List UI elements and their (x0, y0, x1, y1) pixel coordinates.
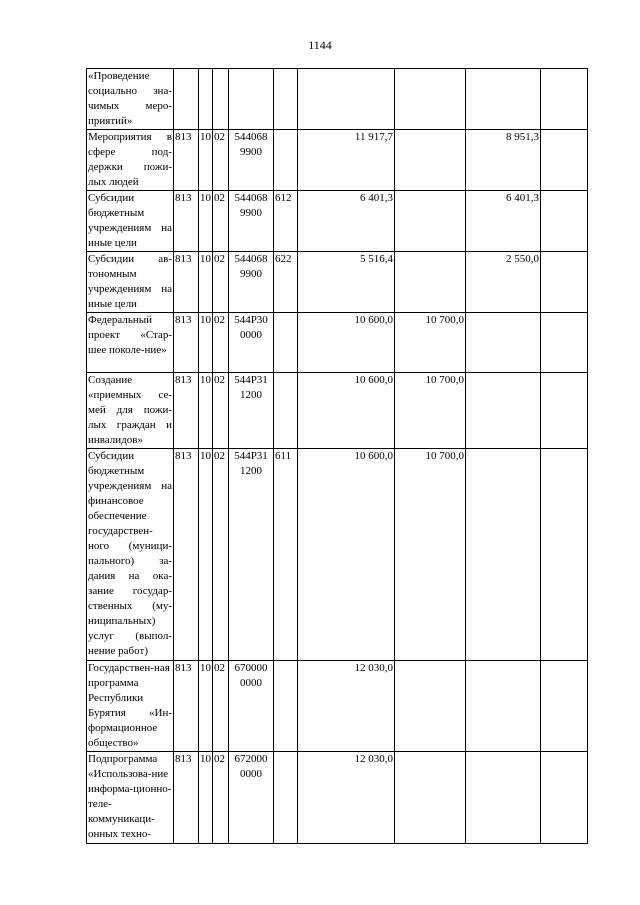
expense-type-cell (274, 130, 298, 191)
podrazdel-cell: 02 (213, 752, 229, 844)
budget-table (86, 68, 588, 844)
amount-col1-cell: 10 600,0 (298, 449, 395, 661)
target-article-part2: 9900 (240, 146, 262, 158)
amount-col1-cell: 12 030,0 (298, 661, 395, 752)
podrazdel-cell (213, 69, 229, 130)
amount-col2-cell (395, 752, 466, 844)
amount-col4-cell (541, 373, 588, 449)
table-row (87, 191, 588, 252)
podrazdel-cell: 02 (213, 191, 229, 252)
target-article-part1: 544P31 (234, 374, 268, 386)
table-row (87, 252, 588, 313)
amount-col4-cell (541, 69, 588, 130)
amount-col4-cell (541, 130, 588, 191)
row-name-cell: Государствен-ная программа Республики Бурятия «Ин-формационное общество» (87, 661, 174, 752)
expense-type-cell: 622 (274, 252, 298, 313)
razdel-cell: 10 (199, 252, 213, 313)
razdel-cell: 10 (199, 191, 213, 252)
table-row (87, 752, 588, 844)
amount-col1-cell (298, 69, 395, 130)
target-article-part2: 0000 (240, 677, 262, 689)
amount-col4-cell (541, 252, 588, 313)
razdel-cell: 10 (199, 752, 213, 844)
admin-code-cell: 813 (174, 373, 199, 449)
table-row (87, 661, 588, 752)
amount-col3-cell: 8 951,3 (466, 130, 541, 191)
row-name-cell: Мероприятия в сфере под-держки пожи-лых людей (87, 130, 174, 191)
target-article-cell (229, 191, 274, 252)
expense-type-cell: 612 (274, 191, 298, 252)
razdel-cell: 10 (199, 313, 213, 373)
expense-type-cell (274, 752, 298, 844)
row-name-cell: Субсидии бюджетным учреждениям на иные цели (87, 191, 174, 252)
target-article-part1: 670000 (234, 662, 268, 674)
razdel-cell: 10 (199, 373, 213, 449)
amount-col2-cell (395, 252, 466, 313)
razdel-cell: 10 (199, 130, 213, 191)
target-article-part1: 672000 (234, 753, 268, 765)
amount-col4-cell (541, 449, 588, 661)
row-name-cell: «Проведение социально зна-чимых меро-приятий» (87, 69, 174, 130)
target-article-cell (229, 373, 274, 449)
admin-code-cell (174, 69, 199, 130)
target-article-part2: 1200 (240, 465, 262, 477)
amount-col2-cell (395, 69, 466, 130)
razdel-cell (199, 69, 213, 130)
razdel-cell: 10 (199, 661, 213, 752)
podrazdel-cell: 02 (213, 449, 229, 661)
amount-col3-cell (466, 449, 541, 661)
row-name-cell: Субсидии бюджетным учреждениям на финансовое обеспечение государствен-ного (муници-пального) за-дания на ока-зание государ-ственных (му-ниципальных) услуг (выпол-нение работ) (87, 449, 174, 661)
admin-code-cell: 813 (174, 130, 199, 191)
target-article-part2: 9900 (240, 207, 262, 219)
admin-code-cell: 813 (174, 313, 199, 373)
expense-type-cell (274, 313, 298, 373)
podrazdel-cell: 02 (213, 313, 229, 373)
amount-col4-cell (541, 752, 588, 844)
target-article-part1: 544068 (234, 131, 268, 143)
table-row (87, 449, 588, 661)
amount-col2-cell: 10 700,0 (395, 373, 466, 449)
amount-col3-cell (466, 661, 541, 752)
amount-col3-cell: 2 550,0 (466, 252, 541, 313)
target-article-part1: 544P31 (234, 450, 268, 462)
amount-col1-cell: 12 030,0 (298, 752, 395, 844)
table-row (87, 130, 588, 191)
row-name-cell: Подпрограмма «Использова-ние информа-ционно-теле-коммуникаци-онных техно- (87, 752, 174, 844)
expense-type-cell (274, 373, 298, 449)
amount-col3-cell (466, 313, 541, 373)
target-article-cell (229, 252, 274, 313)
target-article-part1: 544068 (234, 192, 268, 204)
expense-type-cell: 611 (274, 449, 298, 661)
target-article-part2: 0000 (240, 329, 262, 341)
expense-type-cell (274, 69, 298, 130)
expense-type-cell (274, 661, 298, 752)
target-article-part2: 1200 (240, 389, 262, 401)
amount-col2-cell (395, 191, 466, 252)
amount-col1-cell: 10 600,0 (298, 373, 395, 449)
amount-col4-cell (541, 313, 588, 373)
target-article-cell (229, 69, 274, 130)
amount-col3-cell (466, 373, 541, 449)
amount-col4-cell (541, 191, 588, 252)
page-number: 1144 (308, 38, 332, 52)
podrazdel-cell: 02 (213, 130, 229, 191)
amount-col1-cell: 5 516,4 (298, 252, 395, 313)
row-name-cell: Федеральный проект «Стар-шее поколе-ние» (87, 313, 174, 373)
target-article-cell (229, 130, 274, 191)
target-article-cell (229, 313, 274, 373)
amount-col2-cell: 10 700,0 (395, 449, 466, 661)
target-article-cell (229, 661, 274, 752)
amount-col1-cell: 11 917,7 (298, 130, 395, 191)
target-article-part2: 9900 (240, 268, 262, 280)
table-body (87, 69, 588, 844)
target-article-cell (229, 449, 274, 661)
amount-col2-cell (395, 130, 466, 191)
podrazdel-cell: 02 (213, 373, 229, 449)
row-name-cell: Субсидии ав-тономным учреждениям на иные цели (87, 252, 174, 313)
target-article-cell (229, 752, 274, 844)
target-article-part1: 544068 (234, 253, 268, 265)
amount-col3-cell (466, 69, 541, 130)
target-article-part1: 544P30 (234, 314, 268, 326)
amount-col3-cell: 6 401,3 (466, 191, 541, 252)
admin-code-cell: 813 (174, 661, 199, 752)
table-row (87, 313, 588, 373)
amount-col1-cell: 10 600,0 (298, 313, 395, 373)
admin-code-cell: 813 (174, 449, 199, 661)
target-article-part2: 0000 (240, 768, 262, 780)
table-row (87, 69, 588, 130)
admin-code-cell: 813 (174, 191, 199, 252)
amount-col4-cell (541, 661, 588, 752)
amount-col2-cell: 10 700,0 (395, 313, 466, 373)
razdel-cell: 10 (199, 449, 213, 661)
amount-col2-cell (395, 661, 466, 752)
admin-code-cell: 813 (174, 252, 199, 313)
table-row (87, 373, 588, 449)
amount-col3-cell (466, 752, 541, 844)
podrazdel-cell: 02 (213, 252, 229, 313)
podrazdel-cell: 02 (213, 661, 229, 752)
amount-col1-cell: 6 401,3 (298, 191, 395, 252)
row-name-cell: Создание «приемных се-мей для пожи-лых граждан и инвалидов» (87, 373, 174, 449)
admin-code-cell: 813 (174, 752, 199, 844)
